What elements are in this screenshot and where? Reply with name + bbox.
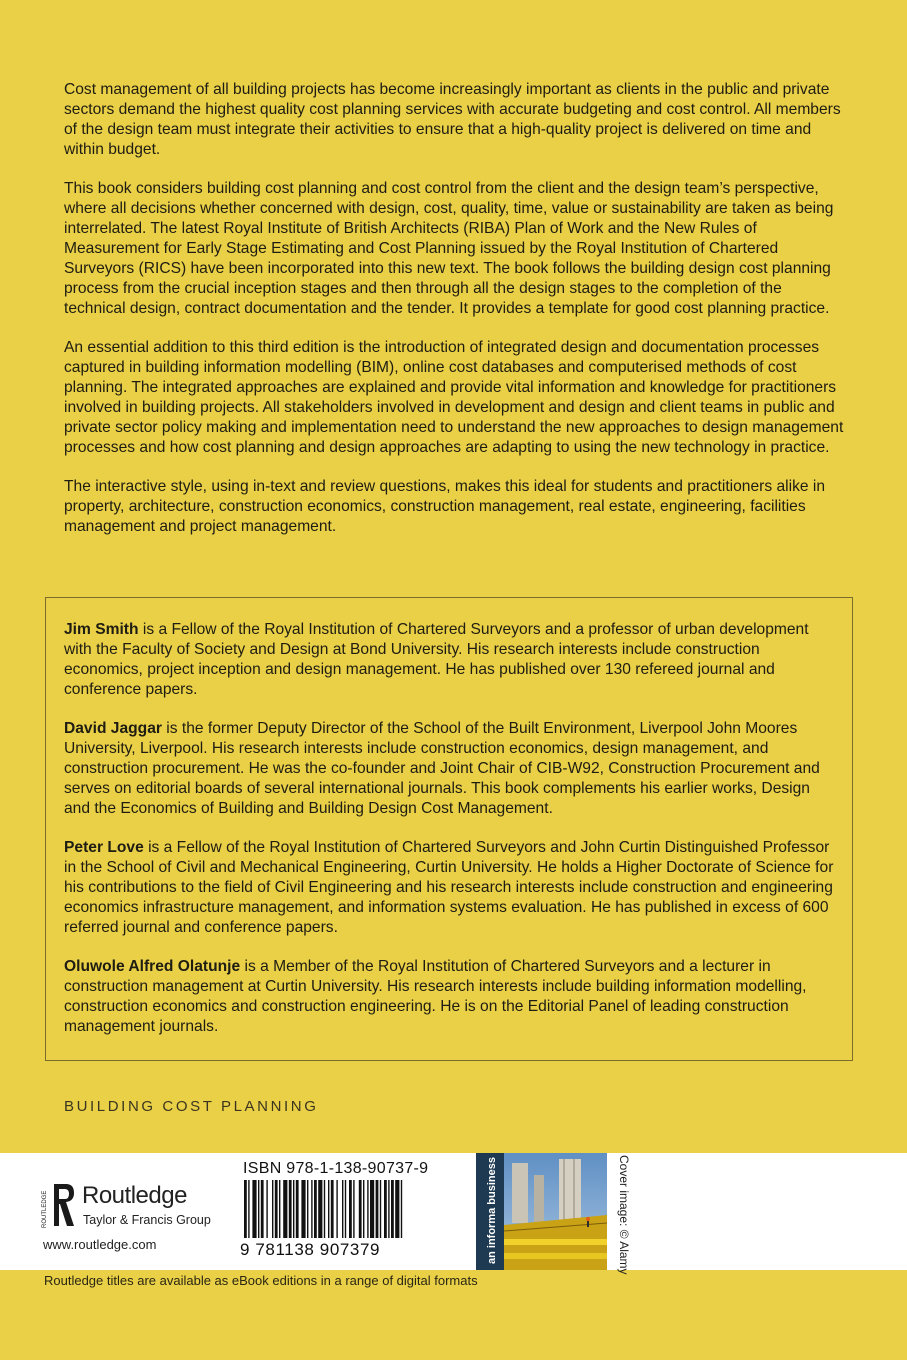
author-bio-text: is the former Deputy Director of the School of the Built Environment, Liverpool John Moores University, Liverpool. His research interests include construction economics, design management, and construction procurement. He was the co-founder and Joint Chair of CIB-W92, Construction Procurement and serves on editorial boards of several international journals. This book complements his earlier works, Design and the Economics of Building and Building Design Cost Management. xyxy=(64,720,820,817)
barcode-bar xyxy=(388,1180,389,1238)
barcode-bar xyxy=(301,1180,305,1238)
informa-label: an informa business xyxy=(486,1157,498,1264)
series-title: BUILDING COST PLANNING xyxy=(64,1098,319,1115)
ebook-note: Routledge titles are available as eBook editions in a range of digital formats xyxy=(44,1273,478,1288)
barcode-bar xyxy=(261,1180,264,1238)
barcode-bar xyxy=(376,1180,379,1238)
publisher-group: Taylor & Francis Group xyxy=(83,1213,211,1227)
barcode-bar xyxy=(359,1180,362,1238)
barcode-bar xyxy=(401,1180,402,1238)
publisher-name: Routledge xyxy=(82,1182,187,1209)
barcode-bar xyxy=(252,1180,256,1238)
publisher-url[interactable]: www.routledge.com xyxy=(43,1237,157,1252)
author-bio xyxy=(64,719,834,819)
cover-credit-text: Cover image: © Alamy xyxy=(617,1155,631,1275)
barcode-bar xyxy=(289,1180,292,1238)
barcode-bar xyxy=(272,1180,273,1238)
barcode-bar xyxy=(244,1180,247,1238)
barcode-bar xyxy=(349,1180,352,1238)
barcode-bar xyxy=(296,1180,299,1238)
author-bio xyxy=(64,838,834,938)
author-name: David Jaggar xyxy=(64,720,162,737)
blurb-paragraph-4: The interactive style, using in-text and review questions, makes this ideal for students and practitioners alike in property, architecture, construction economics, construction management, real estate, engineering, facilities management and project management. xyxy=(64,478,826,535)
barcode xyxy=(242,1180,468,1238)
author-bio-text: is a Fellow of the Royal Institution of Chartered Surveyors and a professor of urban development with the Faculty of Society and Design at Bond University. His research interests include construction economics, project inception and design management. He has published over 130 refereed journal and conference papers. xyxy=(64,621,809,698)
author-bio xyxy=(64,620,834,700)
barcode-bar xyxy=(345,1180,346,1238)
barcode-bar xyxy=(275,1180,278,1238)
barcode-bar xyxy=(363,1180,364,1238)
barcode-bar xyxy=(283,1180,287,1238)
author-bios xyxy=(45,597,853,1061)
informa-badge xyxy=(476,1153,504,1270)
barcode-digits: 9 781138 907379 xyxy=(240,1240,381,1259)
barcode-bar xyxy=(258,1180,259,1238)
author-bio xyxy=(64,957,834,1037)
blurb-paragraph-1: Cost management of all building projects has become increasingly important as clients in the public and private sectors demand the highest quality cost planning services with accurate budgeting and cost control. All members of the design team must integrate their activities to ensure that a high-quality project is delivered on time and within budget. xyxy=(64,81,841,158)
author-name: Peter Love xyxy=(64,839,144,856)
barcode-bar xyxy=(324,1180,325,1238)
barcode-bar xyxy=(314,1180,317,1238)
isbn-label: ISBN 978-1-138-90737-9 xyxy=(243,1160,429,1177)
barcode-bar xyxy=(307,1180,308,1238)
barcode-bar xyxy=(293,1180,294,1238)
barcode-bar xyxy=(380,1180,381,1238)
barcode-bar xyxy=(353,1180,354,1238)
barcode-bar xyxy=(248,1180,249,1238)
blurb-paragraph-2: This book considers building cost planning and cost control from the client and the design team’s perspective, where all decisions whether concerned with design, cost, quality, time, value or sustainability are taken as being interrelated. The latest Royal Institute of British Architects (RIBA) Plan of Work and the New Rules of Measurement for Early Stage Estimating and Cost Planning issued by the Royal Institution of Chartered Surveyors (RICS) have been incorporated into this new text. The book follows the building design cost planning process from the crucial inception stages and then through all the design stages to the completion of the technical design, contract documentation and the tender. It provides a template for good cost planning practice. xyxy=(64,180,834,317)
author-name: Jim Smith xyxy=(64,621,139,638)
barcode-bar xyxy=(318,1180,322,1238)
barcode-bar xyxy=(370,1180,374,1238)
routledge-logo-icon xyxy=(40,1180,76,1230)
author-name: Oluwole Alfred Olatunje xyxy=(64,958,241,975)
routledge-logo-text: ROUTLEDGE xyxy=(42,1190,48,1228)
barcode-bar xyxy=(342,1180,343,1238)
barcode-bar xyxy=(331,1180,334,1238)
blurb-paragraph-3: An essential addition to this third edition is the introduction of integrated design and documentation processes captured in building information modelling (BIM), online cost databases and computerised methods of cost planning. The integrated approaches are explained and provide vital information and knowledge for practitioners involved in building projects. All stakeholders involved in development and design and client teams in public and private sector policy making and implementation need to understand the new approaches to design management processes and how cost planning and design approaches are adapting to using the new technology in practice. xyxy=(64,339,844,456)
barcode-bar xyxy=(384,1180,387,1238)
author-bio-text: is a Member of the Royal Institution of Chartered Surveyors and a lecturer in construction management at Curtin University. His research interests include building information modelling, construction economics and construction engineering. He is on the Editorial Panel of leading construction management journals. xyxy=(64,958,807,1035)
barcode-bar xyxy=(279,1180,280,1238)
barcode-bar xyxy=(367,1180,368,1238)
barcode-bar xyxy=(328,1180,329,1238)
author-bio-text: is a Fellow of the Royal Institution of Chartered Surveyors and John Curtin Distinguished Professor in the School of Civil and Mechanical Engineering, Curtin University. He holds a Higher Doctorate of Science for his contributions to the field of Civil Engineering and his research interests include construction and engineering economics infrastructure management, and information systems evaluation. He has published in excess of 600 referred journal and conference papers. xyxy=(64,839,834,936)
barcode-bar xyxy=(266,1180,267,1238)
barcode-bar xyxy=(391,1180,394,1238)
barcode-bar xyxy=(311,1180,312,1238)
barcode-bar xyxy=(395,1180,399,1238)
blurb xyxy=(64,80,844,556)
cover-photo xyxy=(504,1153,607,1270)
barcode-bar xyxy=(336,1180,337,1238)
cover-credit xyxy=(611,1153,631,1275)
